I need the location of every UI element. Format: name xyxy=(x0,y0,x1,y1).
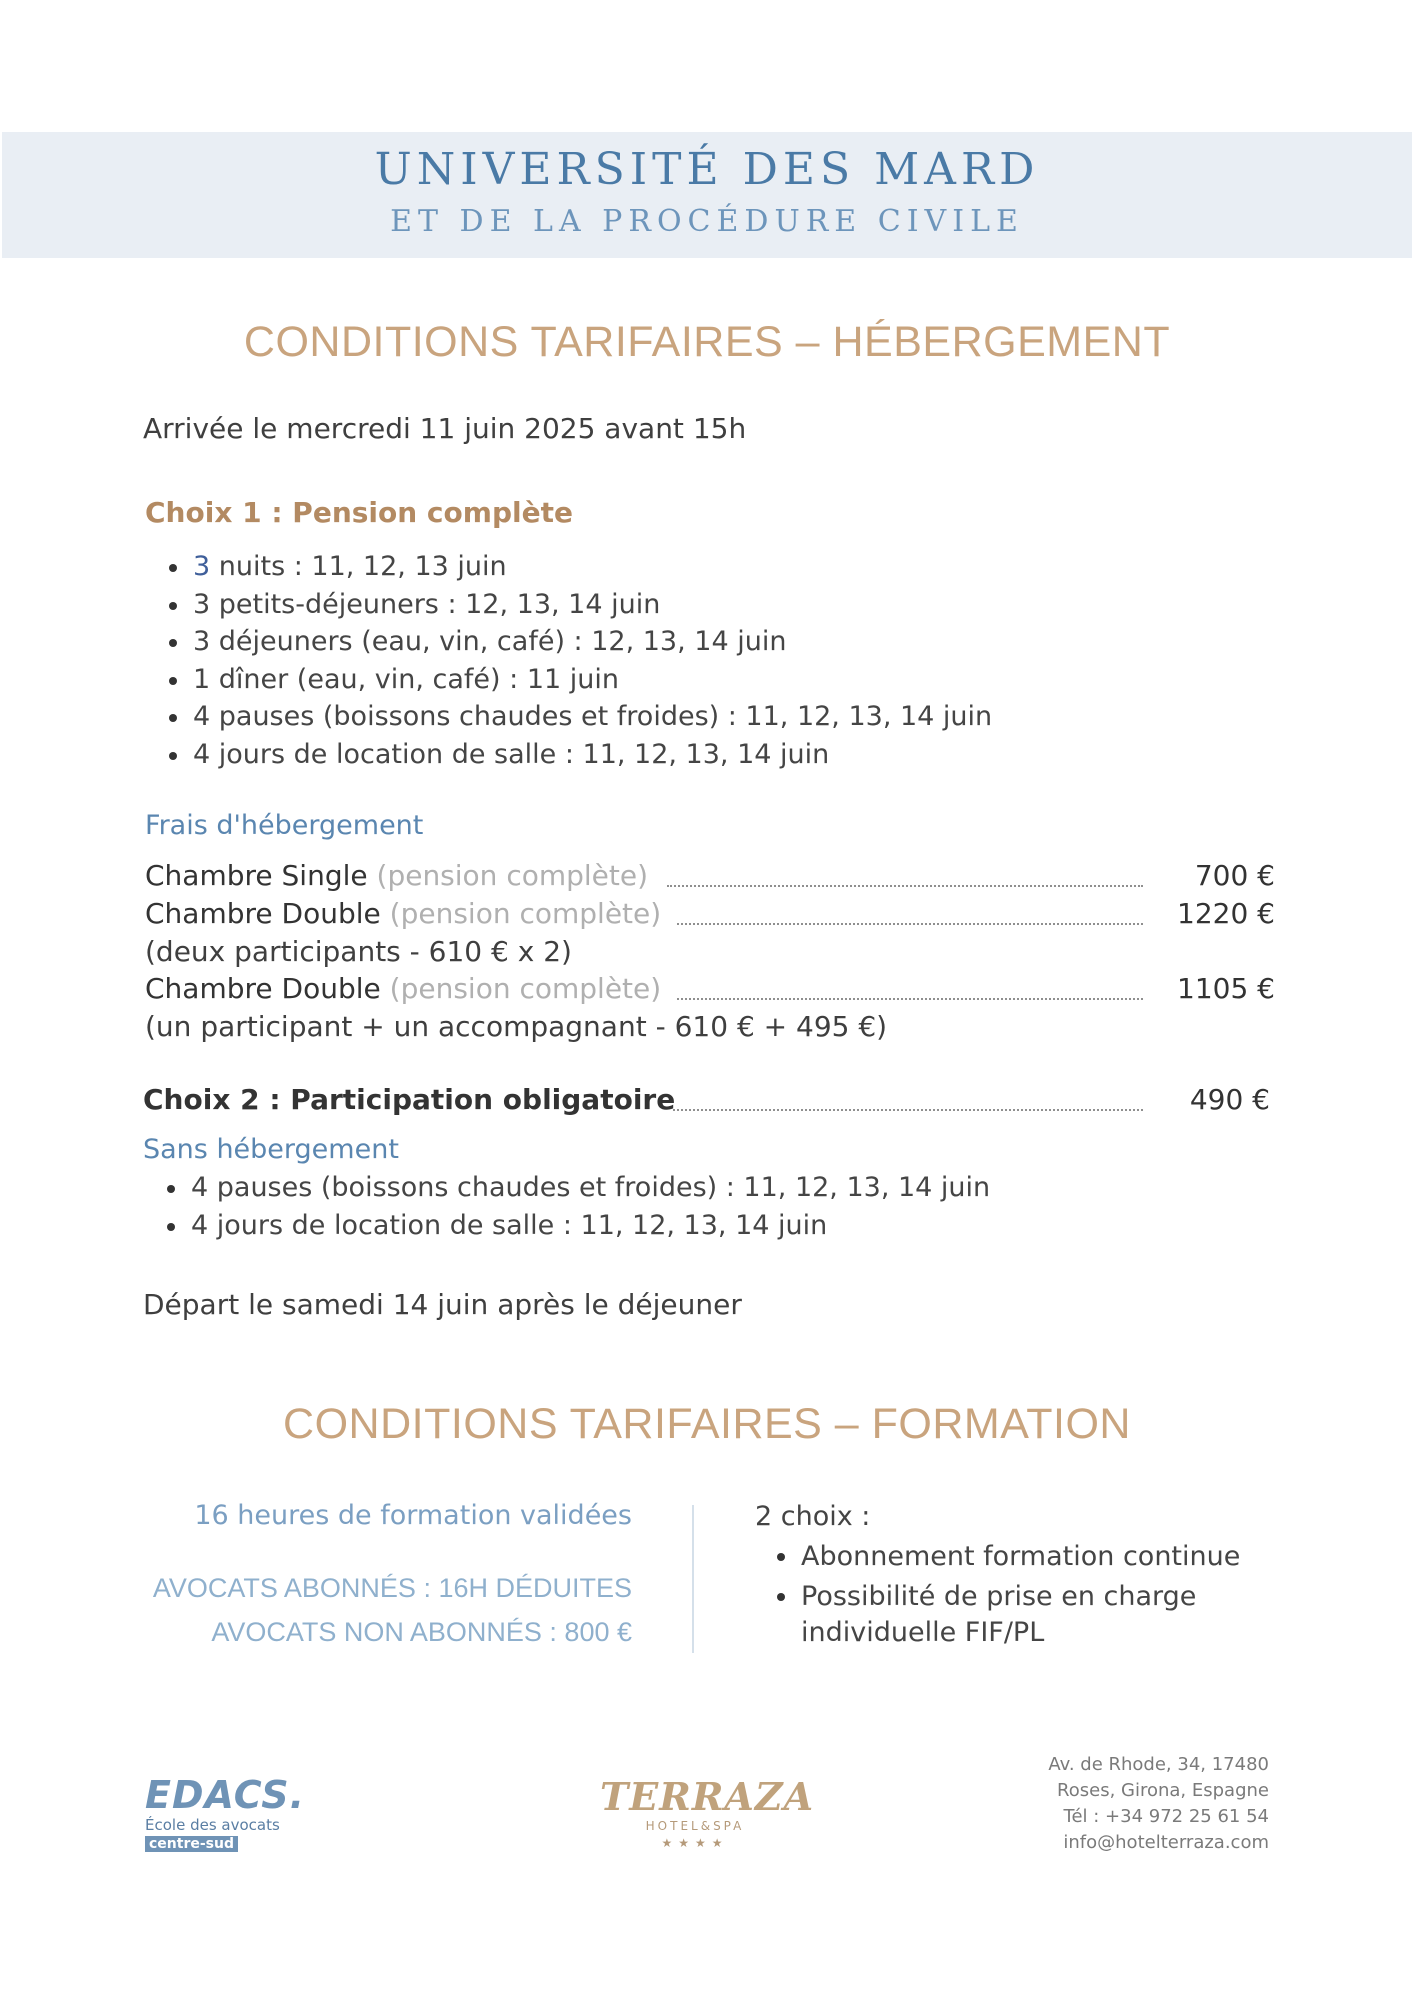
list-item: 3 petits-déjeuners : 12, 13, 14 juin xyxy=(155,586,992,624)
choice2-row xyxy=(143,1083,1270,1121)
choice2-list xyxy=(153,1169,990,1244)
edacs-logo-name: EDACS. xyxy=(145,1773,306,1817)
abonnes-text: AVOCATS ABONNÉS : 16H DÉDUITES xyxy=(152,1573,632,1603)
header-title: UNIVERSITÉ DES MARD xyxy=(374,144,1040,195)
terraza-logo-name: TERRAZA xyxy=(600,1774,815,1819)
contact-phone: Tél : +34 972 25 61 54 xyxy=(1063,1806,1269,1827)
choice1-list xyxy=(155,548,992,773)
room-suffix: (pension complète) xyxy=(389,972,662,1005)
room-label: Chambre Double xyxy=(145,897,381,930)
contact-city: Roses, Girona, Espagne xyxy=(1057,1780,1269,1801)
room-label: Chambre Single xyxy=(145,859,368,892)
list-item: 4 pauses (boissons chaudes et froides) : 11, 12, 13, 14 juin xyxy=(155,698,992,736)
departure-text: Départ le samedi 14 juin après le déjeuner xyxy=(143,1288,742,1321)
room-price: 1105 € xyxy=(1177,972,1275,1005)
contact-address: Av. de Rhode, 34, 17480 xyxy=(1048,1754,1269,1775)
room-note: (deux participants - 610 € x 2) xyxy=(145,935,572,968)
choice2-title: Choix 2 : Participation obligatoire xyxy=(143,1083,676,1116)
list-item: 3 déjeuners (eau, vin, café) : 12, 13, 14 juin xyxy=(155,623,992,661)
room-suffix: (pension complète) xyxy=(376,859,649,892)
dot-leader xyxy=(673,1109,1143,1111)
list-item: 4 pauses (boissons chaudes et froides) : 11, 12, 13, 14 juin xyxy=(153,1169,990,1207)
terraza-logo-sub: HOTEL&SPA xyxy=(645,1819,745,1833)
header-subtitle: ET DE LA PROCÉDURE CIVILE xyxy=(390,204,1024,239)
room-label: Chambre Double xyxy=(145,972,381,1005)
choix-label: 2 choix : xyxy=(755,1501,871,1532)
terraza-stars: ★★★★ xyxy=(661,1836,729,1850)
terraza-logo xyxy=(600,1774,815,1852)
formation-title: CONDITIONS TARIFAIRES – FORMATION xyxy=(283,1400,1131,1448)
room-note: (un participant + un accompagnant - 610 € + 495 €) xyxy=(145,1010,888,1043)
list-item: 4 jours de location de salle : 11, 12, 13, 14 juin xyxy=(153,1207,990,1245)
formation-divider xyxy=(692,1505,694,1653)
dot-leader xyxy=(677,923,1143,925)
list-item: Abonnement formation continue xyxy=(763,1537,1240,1577)
room-double-accomp-row xyxy=(145,972,1275,1010)
choice2-subtitle: Sans hébergement xyxy=(143,1134,399,1165)
room-single-row xyxy=(145,859,1275,897)
non-abonnes-text: AVOCATS NON ABONNÉS : 800 € xyxy=(211,1617,632,1647)
header-band xyxy=(2,132,1412,258)
dot-leader xyxy=(677,998,1143,1000)
contact-block xyxy=(1048,1752,1269,1856)
dot-leader xyxy=(667,885,1143,887)
arrival-text: Arrivée le mercredi 11 juin 2025 avant 15h xyxy=(143,412,747,445)
formation-choix-list xyxy=(763,1537,1240,1617)
edacs-logo xyxy=(145,1775,305,1852)
list-item: Possibilité de prise en charge xyxy=(763,1577,1240,1617)
edacs-logo-line2: centre-sud xyxy=(145,1836,238,1852)
room-price: 700 € xyxy=(1194,859,1275,892)
list-item: 3 nuits : 11, 12, 13 juin xyxy=(155,548,992,586)
list-item: 1 dîner (eau, vin, café) : 11 juin xyxy=(155,661,992,699)
choix-item-continuation: individuelle FIF/PL xyxy=(801,1617,1045,1648)
hours-text: 16 heures de formation validées xyxy=(194,1500,632,1531)
room-double-row xyxy=(145,897,1275,935)
choice2-price: 490 € xyxy=(1189,1083,1270,1116)
hebergement-title: CONDITIONS TARIFAIRES – HÉBERGEMENT xyxy=(243,318,1171,366)
room-price: 1220 € xyxy=(1177,897,1275,930)
frais-title: Frais d'hébergement xyxy=(145,810,424,841)
room-suffix: (pension complète) xyxy=(389,897,662,930)
edacs-logo-line1: École des avocats xyxy=(145,1816,280,1834)
choice1-title: Choix 1 : Pension complète xyxy=(145,496,573,529)
contact-email: info@hotelterraza.com xyxy=(1063,1832,1269,1853)
list-item: 4 jours de location de salle : 11, 12, 13, 14 juin xyxy=(155,736,992,774)
